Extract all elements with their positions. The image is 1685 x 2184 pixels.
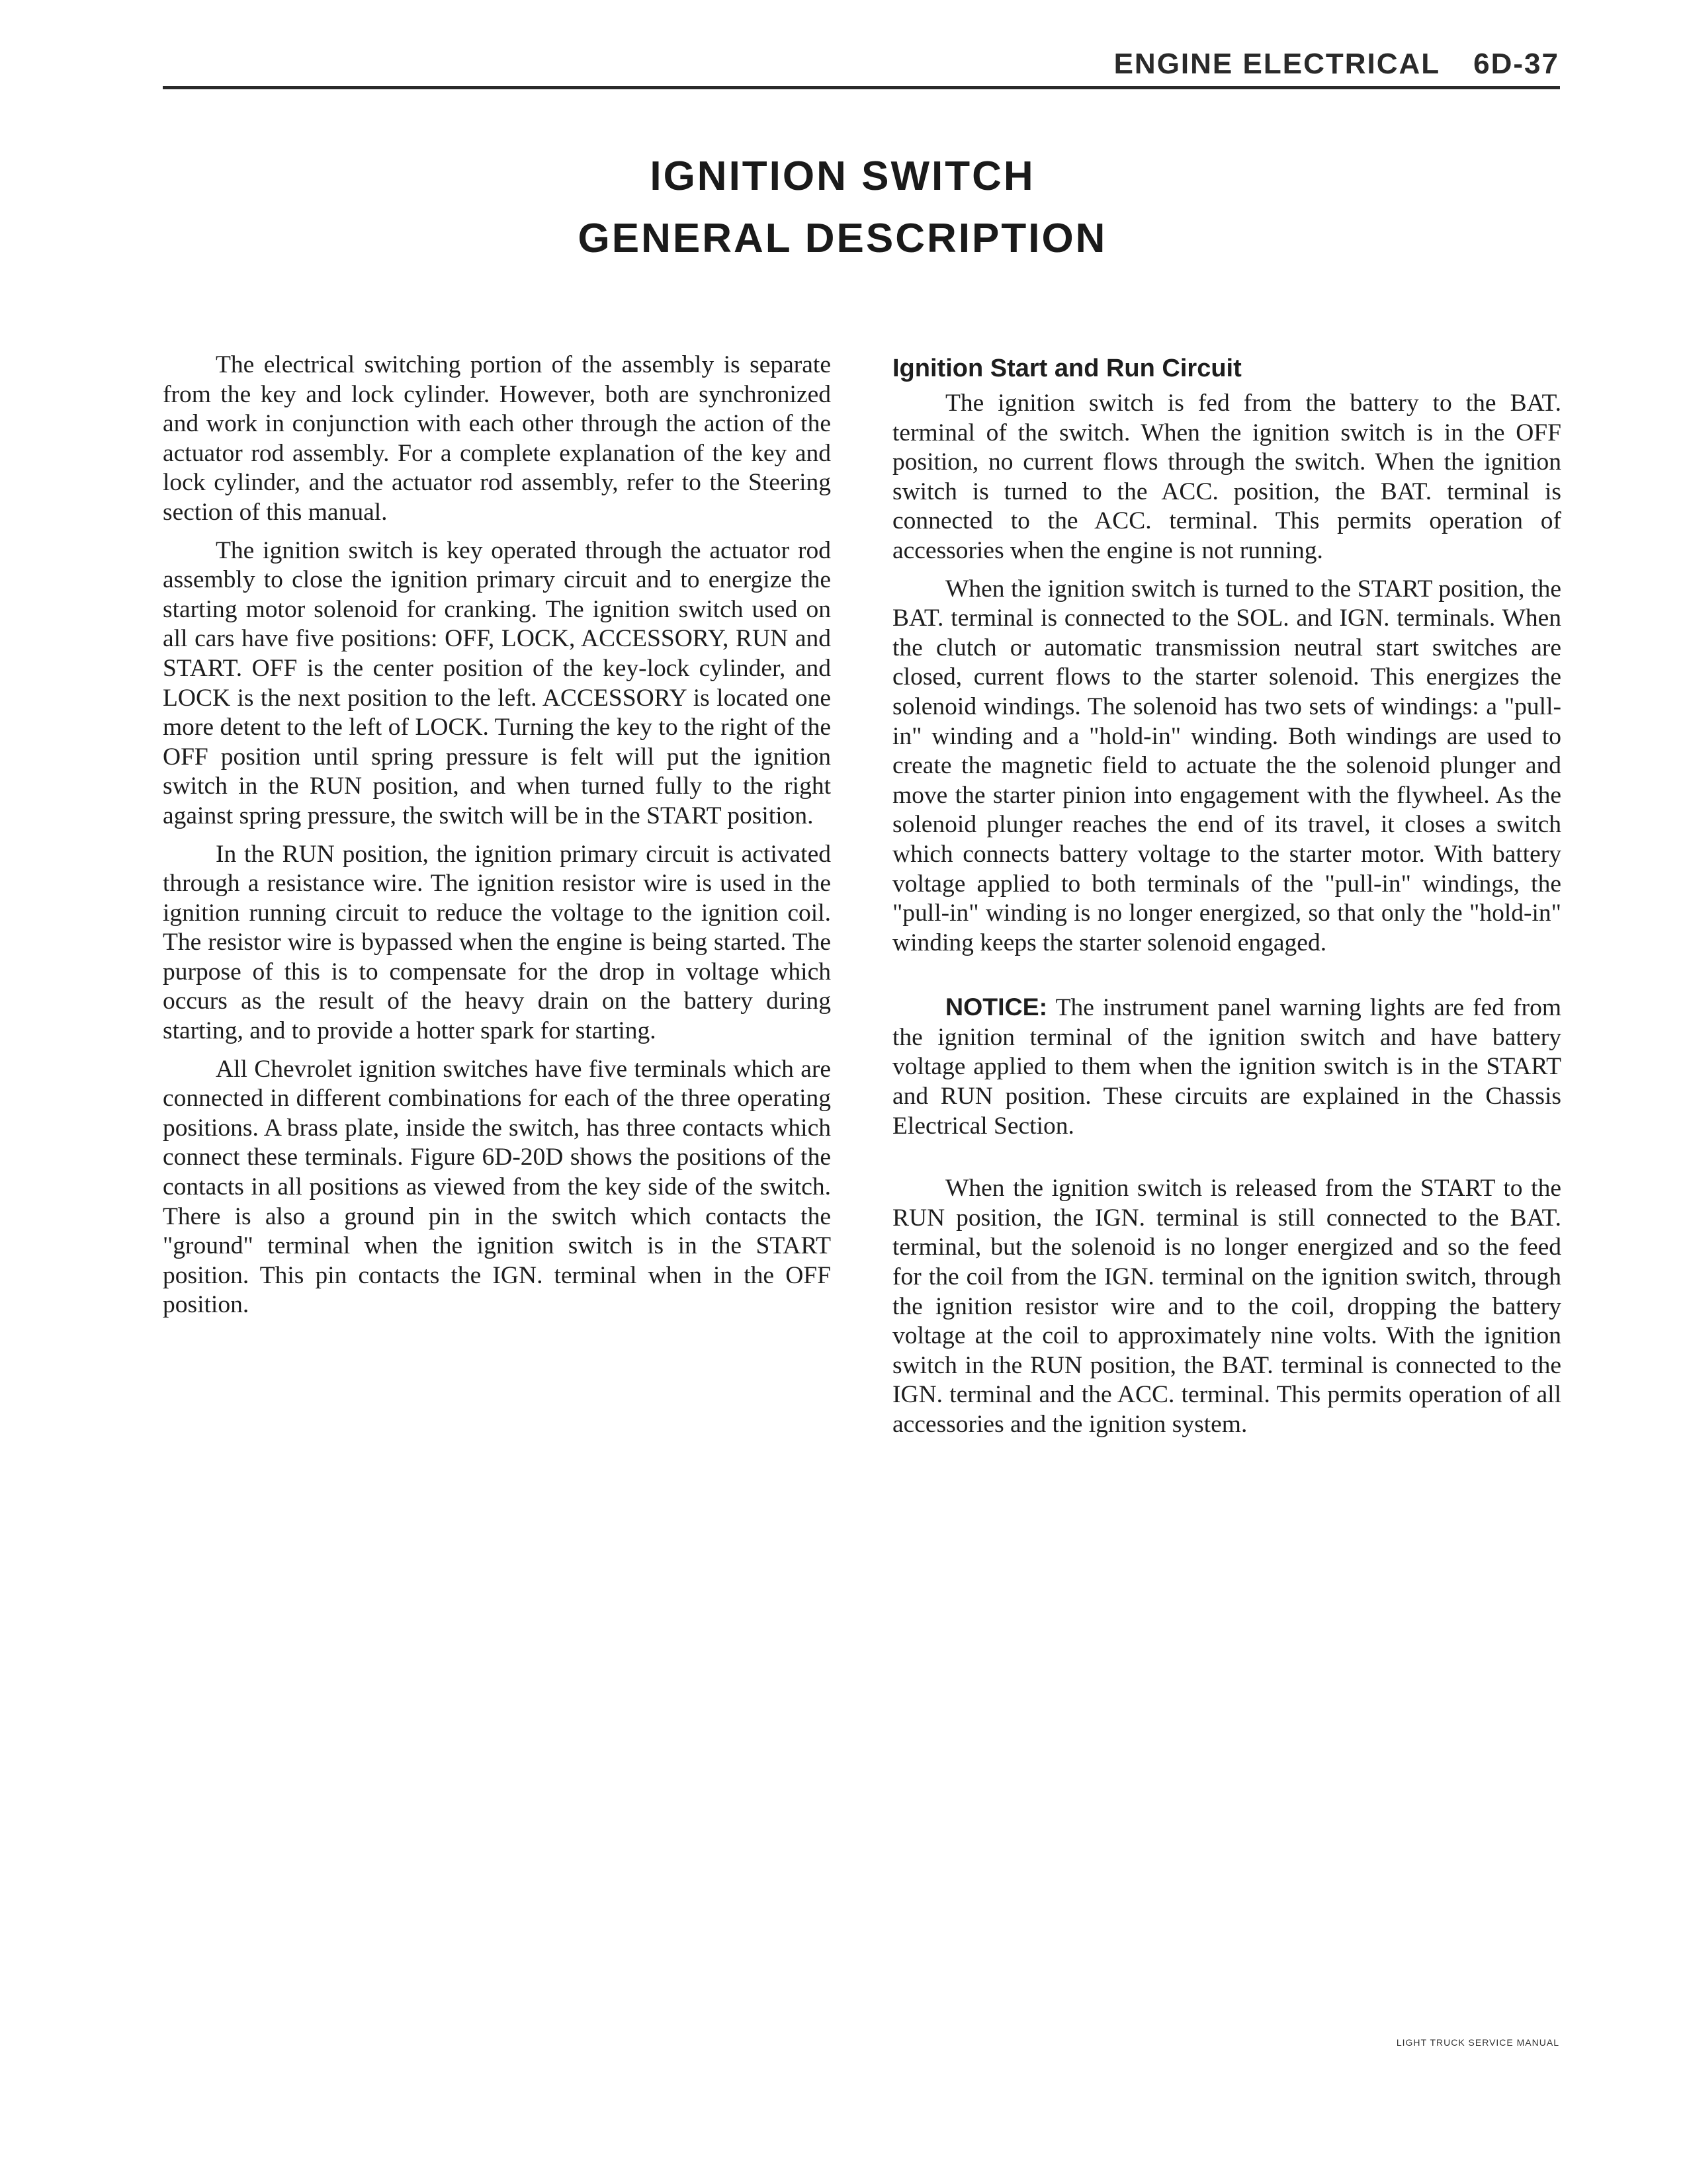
section-name: ENGINE ELECTRICAL: [1113, 48, 1441, 80]
paragraph: The ignition switch is fed from the battery to the BAT. terminal of the switch. When the ignition switch is in the OFF position, no current flows through the switch. When the ignition switch is turned to the ACC. position, the BAT. terminal is connected to the ACC. terminal. This permits operation of accessories when the engine is not running.: [892, 390, 1561, 564]
title-line-1: IGNITION SWITCH: [650, 153, 1035, 199]
left-column: [163, 351, 831, 1329]
paragraph: The ignition switch is key operated through the actuator rod assembly to close the ignition primary circuit and to energize the starting motor solenoid for cranking. The ignition switch used on all cars have five positions: OFF, LOCK, ACCESSORY, RUN and START. OFF is the center position of the key-lock cylinder, and LOCK is the next position to the left. ACCESSORY is located one more detent to the left of LOCK. Turning the key to the right of the OFF position until spring pressure is felt will put the ignition switch in the RUN position, and when turned fully to the right against spring pressure, the switch will be in the START position.: [163, 536, 831, 829]
page-title: [0, 146, 1685, 270]
paragraph: In the RUN position, the ignition primary circuit is activated through a resistance wire. The ignition resistor wire is used in the ignition running circuit to reduce the voltage to the ignition coil. The resistor wire is bypassed when the engine is being started. The purpose of this is to compensate for the drop in voltage which occurs as the result of the heavy drain on the battery during starting, and to provide a hotter spark for starting.: [163, 840, 831, 1045]
header-rule: [163, 86, 1560, 89]
paragraph: When the ignition switch is released from the START to the RUN position, the IGN. terminal is still connected to the BAT. terminal, but the solenoid is no longer energized and so the feed for the coil from the IGN. terminal on the ignition switch, through the ignition resistor wire and to the coil, dropping the battery voltage at the coil to approximately nine volts. With the ignition switch in the RUN position, the BAT. terminal is connected to the IGN. terminal and the ACC. terminal. This permits operation of all accessories and the ignition system.: [892, 1175, 1561, 1438]
running-header: [1114, 48, 1559, 81]
right-column: [892, 351, 1561, 1449]
page-number: 6D-37: [1473, 48, 1559, 80]
section-heading: Ignition Start and Run Circuit: [892, 355, 1242, 382]
paragraph: All Chevrolet ignition switches have five terminals which are connected in different combinations for each of the three operating positions. A brass plate, inside the switch, has three contacts which connect these terminals. Figure 6D-20D shows the positions of the contacts in all positions as viewed from the key side of the switch. There is also a ground pin in the switch which contacts the "ground" terminal when the ignition switch is in the START position. This pin contacts the IGN. terminal when in the OFF position.: [163, 1055, 831, 1319]
footer: LIGHT TRUCK SERVICE MANUAL: [1396, 2037, 1559, 2048]
notice-label: NOTICE:: [945, 993, 1048, 1021]
notice-text: The instrument panel warning lights are fed from the ignition terminal of the ignition switch and have battery voltage applied to them when the ignition switch is in the START and RUN position. These circuits are explained in the Chassis Electrical Section.: [892, 994, 1561, 1140]
title-line-2: GENERAL DESCRIPTION: [578, 216, 1107, 261]
paragraph: When the ignition switch is turned to the START position, the BAT. terminal is connected to the SOL. and IGN. terminals. When the clutch or automatic transmission neutral start switches are closed, current flows to the starter solenoid. This energizes the solenoid windings. The solenoid has two sets of windings: a "pull-in" winding and a "hold-in" winding. Both windings are used to create the magnetic field to actuate the the solenoid plunger and move the starter pinion into engagement with the flywheel. As the solenoid plunger reaches the end of its travel, it closes a switch which connects battery voltage to the starter motor. With battery voltage applied to both terminals of the "pull-in" windings, the "pull-in" winding is no longer energized, so that only the "hold-in" winding keeps the starter solenoid engaged.: [892, 575, 1561, 956]
paragraph: The electrical switching portion of the assembly is separate from the key and lock cylinder. However, both are synchronized and work in conjunction with each other through the action of the actuator rod assembly. For a complete explanation of the key and lock cylinder, and the actuator rod assembly, refer to the Steering section of this manual.: [163, 351, 831, 526]
notice: [892, 992, 1561, 1141]
